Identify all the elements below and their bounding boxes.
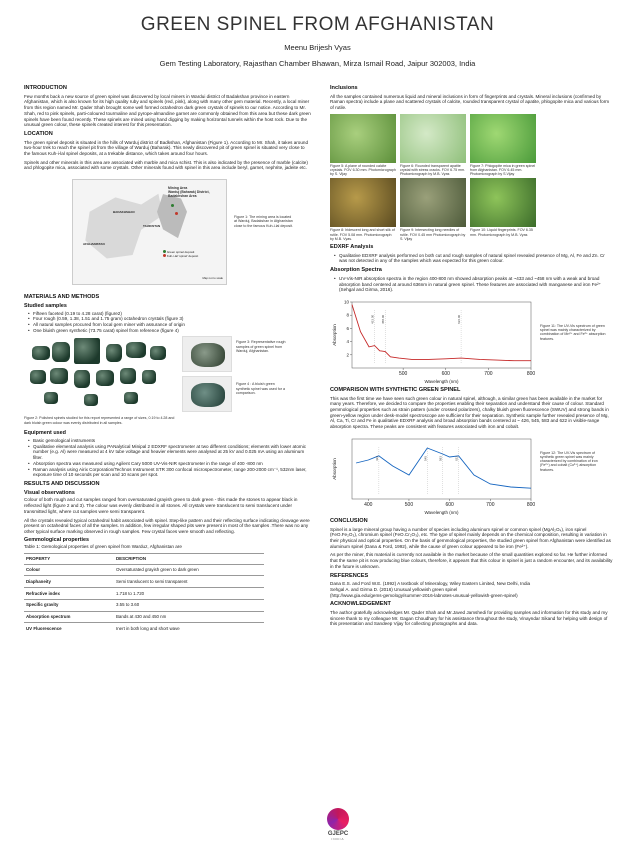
gem: [50, 368, 68, 384]
location-heading: LOCATION: [24, 130, 53, 137]
materials-heading: MATERIALS AND METHODS: [24, 294, 100, 301]
plot-frame: [352, 302, 531, 368]
table-cell: Bands at 430 and 450 nm: [114, 611, 264, 623]
photo-row-2: [330, 178, 614, 241]
acknowledgement-text: The author gratefully acknowledges Mr. Qader Shah and Mr.Javed Jamshedi for providing samples and information for this study and my sincere thank to my colleague Mr. Gagan Choudhary for his assistance throughout the study, Vinayndar Sikand for helping with design of this presentation and Sandeep Vijay for collecting photographs and data.: [330, 610, 608, 627]
samples-heading: Studied samples: [24, 302, 67, 309]
comparison-text: This was the first time we have seen such green colour in natural spinel, although, a similar green has been available in the market for many years. Therefore, we decided to compare the properties enabling their separation and understand their cause of colour. Standard gemmological properties such as strain pattern (under crossed polarizers), chalky bluish green fluorescence (SWUV) and strong bands in green-yellow region under desk-model spectroscope are sufficient for their separation. Synthetic sample further revealed presence of Mg, Al, Ca, Ti, Cr and Fe in qualitative EDXRF analysis and broad absorption bands centered at ~ 426, 545, 583 and 622 in visible-range absorption spectra. These peaks are consistent with features associated with iron and cobalt.: [330, 395, 609, 430]
absorption-heading: Absorption Spectra: [330, 267, 382, 274]
list-item: • Qualitative EDXRF analysis performed on both cut and rough samples of natural spinel revealed presence of Mg, Al, Fe and Zn. Cr was not detected in any of the samples which was expected for this green colour.: [335, 253, 614, 264]
gem: [150, 346, 166, 360]
gem: [142, 370, 156, 384]
table-row: [24, 564, 264, 576]
gem: [30, 370, 46, 384]
results-text-2: All the crystals revealed typical octahedral habit associated with spinel. Step-like pattern and their reflecting surface indicating cleavage were present on octahedral faces of all the samples. In addition, few irregular shaped pits were present in most of the samples .There was no any other typical surface marking observed in rough samples. Few crystal faces were smooth and reflecting.: [24, 517, 310, 534]
photo-caption: Figure 5: A plane of rounded calcite crystals. FOV 6.30 mm. Photomicrograph by S. Vijay: [330, 163, 396, 177]
list-item: • UV-Vis-NIR absorption spectra in the region 400-800 nm showed absorption peaks at ~433 and ~458 nm with a weak and broad absorption band centered at around 636nm in natural green spinel. These features are associated with manganese and iron Fe²⁺ (Sehgal and Girma, 2016).: [335, 276, 614, 293]
inclusion-photo: [470, 178, 536, 241]
conclusion-heading: CONCLUSION: [330, 517, 368, 524]
photomicrograph-image: [470, 114, 536, 163]
author: Meenu Brijesh Vyas: [284, 43, 351, 52]
peak-label: 583: [438, 455, 443, 461]
inclusion-photo: [400, 178, 466, 241]
natural-spectrum-chart: [330, 296, 535, 384]
photomicrograph-image: [330, 114, 396, 163]
references-heading: REFERENCES: [330, 572, 369, 579]
table-cell: Refractive index: [24, 588, 114, 600]
photo-caption: Figure 6: Rounded transparent apatite crystal with stress cracks. FOV 6.75 mm. Photomicrograph by M.B. Vyas: [400, 163, 466, 177]
y-tick-label: 4: [346, 339, 349, 345]
table-cell: UV Fluorescence: [24, 623, 114, 634]
x-tick-label: 600: [445, 501, 454, 508]
poster-title: GREEN SPINEL FROM AFGHANISTAN: [140, 14, 495, 35]
conclusion-text-2: As per the miner, this material is currently not available in the market because of the small quantities explored so far. He further informed that the same pit is now producing blue colours, therefore, it appears that this colour in spinel is just a random encounter, and its availability in the future is unknown.: [330, 552, 613, 569]
rough-crystals-photo: [182, 336, 232, 372]
edxrf-heading: EDXRF Analysis: [330, 244, 374, 251]
table-cell: Colour: [24, 564, 114, 576]
figure-4-caption: Figure 4 : A bluish green synthetic spinel was used for a comparison.: [236, 382, 285, 395]
list-item: • Qualitative elemental analysis using PANalytical Minipal 2 EDXRF spectrometer at two different conditions; elements with lower atomic number (e.g. Al) were measured at 4 kV tube voltage and heavier elements were analysed at 25 kV and 0.025 mA using an aluminum filter.: [29, 444, 312, 461]
gem: [74, 370, 90, 388]
synthetic-spinel-photo: [182, 376, 232, 412]
inclusion-photo: [330, 178, 396, 241]
logo-name: GJEPC: [327, 831, 349, 837]
gem: [32, 346, 50, 360]
figure-12: [330, 433, 614, 515]
table-cell: Oversaturated grayish green to dark green: [114, 564, 264, 576]
map-legend-2: Warduj (Baharak) District,: [168, 190, 210, 195]
location-map: [72, 179, 227, 285]
reference-item: (http://www.gia.edu/gems-gemology/summer-2016-labnotes-unusual-yellowish-green-spinel): [330, 592, 518, 598]
figure-3-caption: Figure 3: Representative rough samples of green spinel from Warduj, Afghanistan.: [236, 340, 286, 353]
gem: [52, 342, 70, 362]
x-tick-label: 500: [398, 370, 408, 377]
right-column: [330, 82, 614, 630]
synthetic-spectrum-chart: [330, 433, 535, 515]
inclusions-heading: Inclusions: [330, 85, 358, 91]
y-axis-label: Absorption: [332, 324, 337, 346]
table-row: [24, 576, 264, 588]
y-tick-label: 2: [346, 352, 349, 358]
peak-label: 545: [423, 455, 428, 461]
map-legend-1: Mining Area: [168, 186, 188, 191]
photo-caption: Figure 8: Iridescent long and short silk of rutile. FOV 5.08 mm. Photomicrograph by M.B. Vyas.: [330, 228, 395, 241]
inclusion-photo: [400, 114, 466, 177]
photomicrograph-image: [330, 178, 396, 227]
map-key-red: Kuh-i-lal 'spinel' deposit: [166, 254, 199, 259]
gem-properties-heading: Gemmological properties: [24, 536, 90, 543]
y-tick-label: 8: [346, 312, 349, 318]
list-item: • One bluish green synthetic (73.75 carat) spinel from reference (figure 4): [29, 328, 312, 334]
map-legend-3: Badakhshan Area: [168, 194, 197, 199]
intro-text: Few months back a new source of green spinel was discovered by local miners in Wardui district of Badakshan province in eastern Afghanistan, which is also known for its high quality ruby and spinels (red, pink), along with many other gem material. Recently, a local miner from this region named Mr. Qader Shah brought some well formed octahedron dark green crystals of spinels to our notice. According to Mr. Shah, red to pink spinels, parti-coloured tourmaline and pyrope-almandine garnet are commonly obtained from this area but these dark green spinels have been found recently. These spinels are mined using hand digging by making horizontal tunnels within the host rock. Due to the unusual green colour, these spinels created interest for this presentation.: [24, 93, 311, 128]
left-column: [24, 82, 312, 634]
list-item: • Four rough (0.59, 1.38, 1.51 and 1.75 gram) octahedron crystals (figure 3): [29, 316, 312, 322]
visual-heading: Visual observations: [24, 489, 75, 496]
x-tick-label: 400: [364, 501, 373, 508]
list-item: • Raman analysis using Airix Corporation/Technos Instrument STR 300 confocal microspectrometer, range 200-2000 cm⁻¹, 532nm laser, exposure time of 10 seconds per scan and 10 scans per spot.: [29, 467, 312, 478]
table-cell: Diaphaneity: [24, 576, 114, 588]
map-label-afghanistan: AFGHANISTAN: [83, 242, 105, 247]
photomicrograph-image: [470, 178, 536, 227]
x-axis-label: Wavelength (nm): [424, 509, 459, 515]
peak-label: 433.00: [370, 314, 375, 324]
acknowledgement-heading: ACKNOWLEDGEMENT: [330, 601, 391, 608]
y-tick-label: 10: [343, 299, 349, 305]
table-cell: Inert in both long and short wave: [114, 623, 264, 634]
gjepc-logo: [318, 808, 358, 841]
samples-list: [29, 311, 312, 334]
gem: [74, 338, 100, 364]
results-heading: RESULTS AND DISCUSSION: [24, 480, 100, 487]
map-scale-note: Map not to scale: [202, 276, 223, 281]
photomicrograph-image: [400, 114, 466, 163]
figure-1-caption: Figure 1: The mining area is located at Warduj, Badakshan in Afghanistan close to the famous Kuh-i-lal deposit.: [234, 215, 293, 228]
comparison-heading: COMPARISON WITH SYNTHETIC GREEN SPINEL: [330, 386, 461, 393]
table-row: [24, 588, 264, 600]
table-row: [24, 599, 264, 611]
table-header-row: [24, 554, 264, 565]
table-row: [24, 611, 264, 623]
table-caption: Table 1: Gemological properties of green spinel from Warduz, Afghanistan are: [24, 544, 182, 550]
series-line: [352, 305, 531, 361]
peak-label: 636.00: [457, 314, 462, 324]
properties-table: [24, 553, 264, 634]
reference-item: Dana E.S. and Ford W.E. (1992) A textbook of Mineralogy, Wiley Eastern Limited, New Delhi, India: [330, 581, 531, 587]
photomicrograph-image: [400, 178, 466, 227]
list-item: • All natural samples procured from local gem miner with assurance of origin: [29, 322, 312, 328]
table-cell: Semi translucent to semi transparent: [114, 576, 264, 588]
gem: [106, 344, 122, 362]
x-tick-label: 700: [486, 501, 495, 508]
inclusion-photo: [330, 114, 396, 177]
gem: [124, 392, 138, 404]
y-axis-label: Absorption: [332, 458, 337, 480]
gjepc-logo-mark-icon: [327, 808, 349, 830]
figures-2-3-4: [24, 336, 312, 428]
location-text-2: Spinels and other minerals in this area are associated with marble and mica schist. This is also indicated by the presence of marble (calcite) and phlogopite mica, associated with some crystals. Other minerals found with spinel in this area include beryl, garnet, nephrite, jadeite etc.: [24, 159, 308, 171]
photo-caption: Figure 9: Intersecting long needles of rutile. FOV 0.45 mm Photomicrograph by S. Vijay: [400, 228, 466, 241]
x-axis-label: Wavelength (nm): [424, 378, 459, 384]
reference-item: Sehgal A. and Girma D. (2016) Unusual yellowish green spinel: [330, 586, 458, 592]
peak-label: 426: [374, 455, 379, 461]
y-tick-label: 6: [346, 325, 349, 331]
gem: [44, 392, 58, 404]
map-label-tajikistan: TAJIKISTAN: [143, 224, 161, 229]
list-item: • Fifteen faceted (0.19 to 4.28 carat) (figure2): [29, 311, 312, 317]
table-header-cell: DESCRIPTION: [114, 554, 264, 565]
affiliation: Gem Testing Laboratory, Rajasthan Chamber Bhawan, Mirza Ismail Road, Jaipur 302003, India: [159, 59, 476, 68]
absorption-list: [335, 276, 614, 293]
x-tick-label: 800: [526, 501, 535, 508]
x-tick-label: 800: [526, 370, 535, 377]
x-tick-label: 600: [441, 370, 450, 377]
gem: [96, 370, 114, 386]
peak-label: 622: [454, 455, 459, 461]
table-cell: 1.718 to 1.720: [114, 588, 264, 600]
table-cell: 3.55 to 3.60: [114, 599, 264, 611]
table-row: [24, 623, 264, 634]
figure-11: [330, 296, 614, 384]
faceted-spinels-photo: [24, 336, 174, 414]
map-inset-shape: [157, 194, 187, 238]
intro-heading: INTRODUCTION: [24, 85, 67, 91]
map-legend: [168, 186, 210, 198]
list-item: • Basic gemological instruments: [29, 438, 312, 444]
table-cell: Absorption spectrum: [24, 611, 114, 623]
list-item: • Absorption spectra was measured using Agilent Cary 5000 UV-Vis-NIR spectrometer in the range of 400 -800 nm: [29, 461, 312, 467]
location-text-1: The green spinel deposit is situated in the hills of Warduj district of Badkshan, Afghanistan (Figure 1). According to Mr. Shah, it takes around two-hour trek to reach the spinel pit from the village of Warduj (Baharak). This newly discovered pit of green spinel is situated very close to the famous Kuh-i-lal spinel deposits, at a trekable distance, which takes around four hours.: [24, 139, 309, 157]
map-label-badakhshan: BADAKHSHAN: [113, 210, 135, 215]
map-key-green: Green spinel deposit: [166, 250, 195, 255]
inclusion-photo: [470, 114, 536, 177]
x-tick-label: 500: [404, 501, 414, 508]
gem: [84, 394, 98, 406]
conclusion-text-1: Spinel is a large mineral group having a number of species including aluminum spinel or common spinel (MgAl₂O₄), iron spinel (FeO.Fe₂O₃), chromium spinel (FeO.Cr₂O₃), etc. The type of spinel mainly depends on the chemical composition, resulting in variation in their physical and optical properties. On the basis of gemmological properties, the studied green spinel from Afghanistan were identified as aluminum spinel (Dana & Ford, 1992), while the cause of green colour appeared to be iron (Fe²⁺).: [330, 526, 611, 549]
equipment-heading: Equipment used: [24, 430, 66, 437]
figure-11-caption: Figure 11: The UV-Vis spectrum of green spinel was mainly characterized by combination of Mn²⁺ and Fe²⁺ absorption features.: [540, 323, 606, 341]
gem: [120, 368, 136, 384]
table-cell: Specific gravity: [24, 599, 114, 611]
equipment-list: [29, 438, 312, 478]
inclusions-text: All the samples contained numerous liquid and mineral inclusions in form of fingerprints and crystals. Mineral inclusions (confirmed by Raman spectra) include a plane and scattered crystals of calcite, rounded transparent crystal of apatite, phlogopite mica and various form of rutile.: [330, 93, 610, 111]
edxrf-list: [335, 253, 614, 264]
gem: [126, 342, 146, 358]
series-line: [356, 448, 531, 488]
photo-caption: Figure 7: Phlogopite mica in green spinel from Afghanistan. FOV 6.45 mm. Photomicrograph by S.Vijay: [470, 163, 536, 177]
figure-12-caption: Figure 12: The UV-Vis spectrum of synthetic green spinel was mainly characterized by combination of iron (Fe²⁺) and cobalt (Co²⁺) absorption features.: [540, 450, 598, 472]
table-header-cell: PROPERTY: [24, 554, 114, 565]
photo-caption: Figure 10: Liquid fingerprints. FOV 6.35 mm. Photomicrograph by M.B. Vyas: [470, 228, 533, 237]
results-text-1: Colour of both rough and cut samples ranged from oversaturated grayish green to dark green - this made the stones to appear black in reflected light (figure 2 and 3). The colour was evenly distributed in all stones. All crystals were translucent to semi translucent under transmitted light, where cut samples were semi transparent.: [24, 497, 298, 514]
figure-2-caption: Figure 2: Polished spinels studied for this report represented a range of sizes, 0.19 to 4.28 and dark bluish green colour was evenly distributed in all samples.: [24, 416, 175, 425]
photo-row-1: [330, 114, 614, 177]
logo-sub: INDIA: [331, 837, 345, 841]
x-tick-label: 700: [484, 370, 493, 377]
figure-1: [24, 175, 312, 289]
peak-label: 458.00: [381, 314, 386, 324]
map-keys: [163, 250, 198, 258]
